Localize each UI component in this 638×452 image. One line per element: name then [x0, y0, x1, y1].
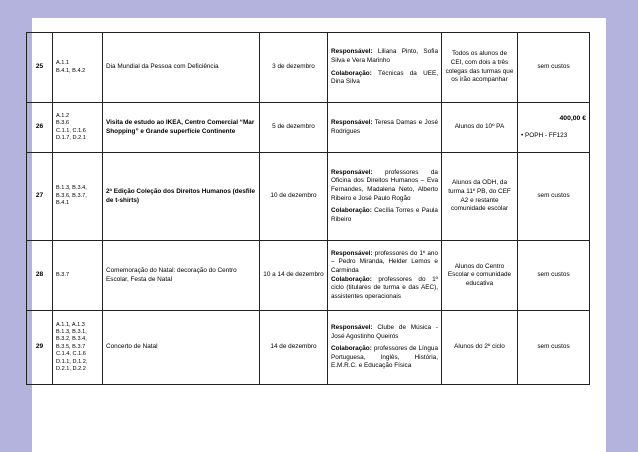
- row-number: 27: [27, 153, 53, 241]
- objective-codes: A.1.1, A.1.3 B.1.3, B.3.1, B.3.2, B.3.4, B.3.5, B.3.7 C.1.4, C.1.6 D.1.1, D.1.2, D.2.1, D.2.2: [53, 311, 103, 385]
- activity-date: 10 de dezembro: [260, 153, 328, 241]
- activity-name: Visita de estudo ao IKEA, Centro Comercial “Mar Shopping” e Grande superfície Continente: [103, 103, 260, 153]
- table-row: [27, 241, 590, 311]
- responsible-cell: Responsável: professores da Oficina dos Direitos Humanos – Eva Fernandes, Madalena Neto, Alberto Ribeiro e José Paulo Rogão Colaboração: Cecília Torres e Paula Ribeiro: [328, 153, 442, 241]
- table-row: [27, 103, 590, 153]
- activity-name: 2ª Edição Coleção dos Direitos Humanos (desfile de t-shirts): [103, 153, 260, 241]
- target-audience: Alunos do Centro Escolar e comunidade educativa: [442, 241, 518, 311]
- row-number: 28: [27, 241, 53, 311]
- objective-codes: A.1.2 B.3.6 C.1.1, C.1.6 D.1.7, D.2.1: [53, 103, 103, 153]
- responsible-cell: Responsável: Teresa Damas e José Rodrigues: [328, 103, 442, 153]
- objective-codes: B.3.7: [53, 241, 103, 311]
- activity-name: Dia Mundial da Pessoa com Deficiência: [103, 33, 260, 103]
- row-number: 26: [27, 103, 53, 153]
- target-audience: Alunos do 2º ciclo: [442, 311, 518, 385]
- activity-name: Concerto de Natal: [103, 311, 260, 385]
- table-row: [27, 311, 590, 385]
- cost: sem custos: [518, 311, 590, 385]
- row-number: 25: [27, 33, 53, 103]
- activities-table: [26, 32, 590, 385]
- cost: sem custos: [518, 33, 590, 103]
- activity-date: 5 de dezembro: [260, 103, 328, 153]
- table-row: [27, 33, 590, 103]
- row-number: 29: [27, 311, 53, 385]
- responsible-cell: Responsável: Liliana Pinto, Sofia Silva e Vera Marinho Colaboração: Técnicas da UEE, Dina Silva: [328, 33, 442, 103]
- cost: sem custos: [518, 153, 590, 241]
- cost: [518, 103, 590, 153]
- activity-name: Comemoração do Natal: decoração do Centro Escolar, Festa de Natal: [103, 241, 260, 311]
- target-audience: Todos os alunos de CEI, com dois a três colegas das turmas que os irão acompanhar: [442, 33, 518, 103]
- objective-codes: B.1.3, B.3.4, B.3.6, B.3.7, B.4.1: [53, 153, 103, 241]
- activity-date: 10 a 14 de dezembro: [260, 241, 328, 311]
- activity-date: 3 de dezembro: [260, 33, 328, 103]
- activity-date: 14 de dezembro: [260, 311, 328, 385]
- objective-codes: A.1.1 B.4.1, B.4.2: [53, 33, 103, 103]
- target-audience: Alunos da ODH, da turma 11º PB, do CEF A2 e restante comunidade escolar: [442, 153, 518, 241]
- funding-source: • POPH - FF123: [521, 131, 568, 139]
- cost: sem custos: [518, 241, 590, 311]
- responsible-cell: Responsável: Clube de Música - José Agostinho Queirós Colaboração: professores de Língua Portuguesa, Inglês, História, E.M.R.C. e Educação Física: [328, 311, 442, 385]
- table-row: [27, 153, 590, 241]
- target-audience: Alunos do 10º PA: [442, 103, 518, 153]
- responsible-cell: Responsável: professores do 1º ano – Pedro Miranda, Helder Lemos e Carminda Colaboração: professores do 1º ciclo (titulares de turma e das AEC), assistentes operacionais: [328, 241, 442, 311]
- cost-amount: 400,00 €: [559, 114, 586, 122]
